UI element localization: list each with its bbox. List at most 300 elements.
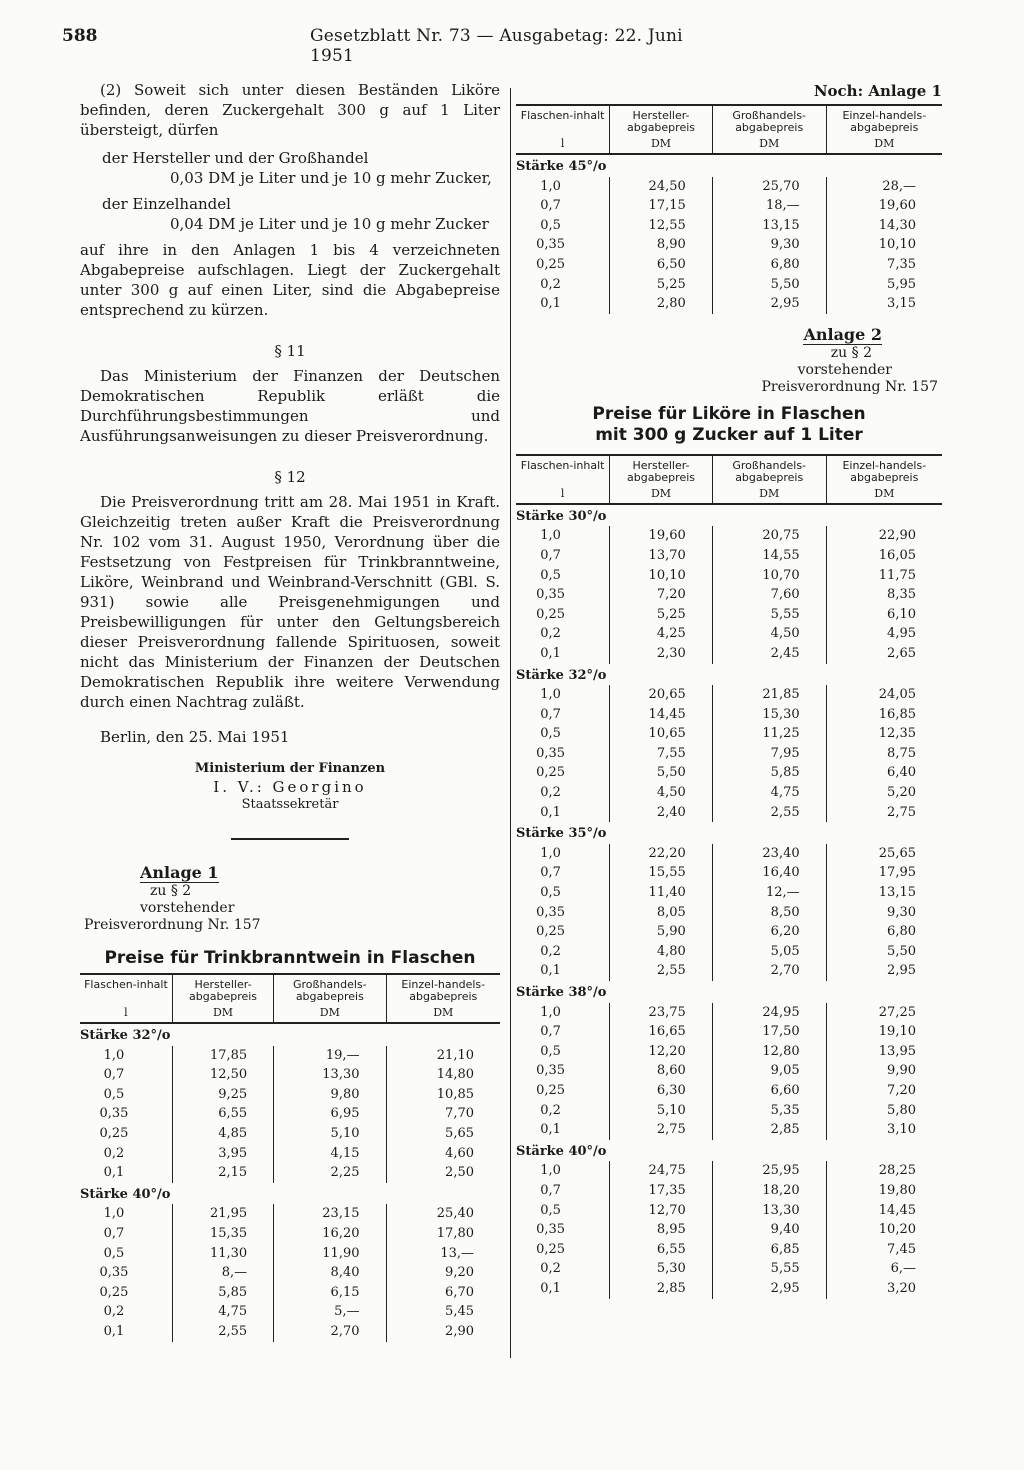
cell-retail-price: 10,85 xyxy=(386,1085,500,1105)
table-row xyxy=(80,1085,500,1105)
cell-producer-price: 24,75 xyxy=(610,1161,713,1181)
col-header-wholesale: Großhandels-abgabepreis xyxy=(712,455,826,486)
cell-producer-price: 17,35 xyxy=(610,1181,713,1201)
table-row xyxy=(516,705,942,725)
cell-producer-price: 2,15 xyxy=(172,1163,273,1183)
cell-producer-price: 12,20 xyxy=(610,1042,713,1062)
col-header-volume: Flaschen-inhalt xyxy=(516,105,610,136)
unit-wholesale: DM xyxy=(274,1005,386,1023)
cell-wholesale-price: 5,50 xyxy=(712,275,826,295)
cell-producer-price: 11,40 xyxy=(610,883,713,903)
cell-retail-price: 9,90 xyxy=(826,1061,942,1081)
cell-wholesale-price: 10,70 xyxy=(712,566,826,586)
cell-volume: 0,5 xyxy=(540,217,561,233)
table-row xyxy=(516,177,942,197)
table1-title: Preise für Trinkbranntwein in Flaschen xyxy=(104,948,476,968)
unit-retail: DM xyxy=(826,136,942,154)
cell-producer-price: 17,85 xyxy=(172,1046,273,1066)
annex2-ref2: vorstehender xyxy=(797,361,892,378)
table-row xyxy=(516,942,942,962)
unit-wholesale: DM xyxy=(712,136,826,154)
cell-producer-price: 8,60 xyxy=(610,1061,713,1081)
unit-producer: DM xyxy=(172,1005,273,1023)
annex1-ref3: Preisverordnung Nr. 157 xyxy=(84,917,261,933)
cell-retail-price: 5,50 xyxy=(826,942,942,962)
cell-producer-price: 2,55 xyxy=(172,1322,273,1342)
cell-wholesale-price: 2,45 xyxy=(712,644,826,664)
table-row xyxy=(516,863,942,883)
cell-retail-price: 8,35 xyxy=(826,585,942,605)
cell-volume: 0,2 xyxy=(103,1145,125,1161)
cell-producer-price: 7,20 xyxy=(610,585,713,605)
cell-wholesale-price: 23,40 xyxy=(712,844,826,864)
cell-producer-price: 12,50 xyxy=(172,1065,273,1085)
cell-retail-price: 22,90 xyxy=(826,526,942,546)
cell-retail-price: 6,10 xyxy=(826,605,942,625)
cell-wholesale-price: 2,95 xyxy=(712,294,826,314)
cell-volume: 0,25 xyxy=(536,1241,566,1257)
signature-title: Staatssekretär xyxy=(241,797,339,812)
cell-volume: 1,0 xyxy=(103,1206,125,1222)
para2-intro: (2) Soweit sich unter diesen Beständen Liköre befinden, deren Zuckergehalt 300 g auf 1 Liter übersteigt, dürfen xyxy=(80,81,500,139)
cell-wholesale-price: 18,20 xyxy=(712,1181,826,1201)
strength-group-label: Stärke 35°/o xyxy=(516,826,607,842)
cell-retail-price: 28,— xyxy=(826,177,942,197)
cell-wholesale-price: 15,30 xyxy=(712,705,826,725)
cell-wholesale-price: 5,05 xyxy=(712,942,826,962)
producer-label: der Hersteller und der Großhandel xyxy=(102,149,369,167)
cell-wholesale-price: 2,25 xyxy=(274,1163,386,1183)
cell-producer-price: 24,50 xyxy=(610,177,713,197)
retail-rate: 0,04 DM je Liter und je 10 g mehr Zucker xyxy=(170,215,489,233)
cell-volume: 1,0 xyxy=(540,178,561,194)
cell-retail-price: 27,25 xyxy=(826,1003,942,1023)
cell-producer-price: 2,80 xyxy=(610,294,713,314)
table-row xyxy=(516,1042,942,1062)
cell-retail-price: 7,20 xyxy=(826,1081,942,1101)
cell-producer-price: 9,25 xyxy=(172,1085,273,1105)
cell-wholesale-price: 13,15 xyxy=(712,216,826,236)
cell-volume: 0,7 xyxy=(540,547,561,563)
cell-producer-price: 8,90 xyxy=(610,235,713,255)
cell-wholesale-price: 2,70 xyxy=(274,1322,386,1342)
annex1-title: Anlage 1 xyxy=(140,863,219,882)
producer-rate: 0,03 DM je Liter und je 10 g mehr Zucker, xyxy=(170,169,492,187)
table-row xyxy=(516,1061,942,1081)
annex2-ref1: zu § 2 xyxy=(830,344,872,361)
cell-retail-price: 10,20 xyxy=(826,1220,942,1240)
table-row xyxy=(80,1065,500,1085)
cell-volume: 0,7 xyxy=(540,198,561,214)
strength-group-label: Stärke 40°/o xyxy=(80,1186,171,1202)
table3-title-line1: Preise für Liköre in Flaschen xyxy=(592,403,866,424)
cell-retail-price: 14,30 xyxy=(826,216,942,236)
cell-producer-price: 4,80 xyxy=(610,942,713,962)
cell-wholesale-price: 2,55 xyxy=(712,803,826,823)
cell-producer-price: 14,45 xyxy=(610,705,713,725)
cell-producer-price: 11,30 xyxy=(172,1244,273,1264)
cell-producer-price: 4,85 xyxy=(172,1124,273,1144)
cell-volume: 0,1 xyxy=(540,963,561,979)
cell-producer-price: 5,50 xyxy=(610,763,713,783)
table-row xyxy=(80,1144,500,1164)
cell-retail-price: 3,20 xyxy=(826,1279,942,1299)
cell-retail-price: 6,70 xyxy=(386,1283,500,1303)
cell-producer-price: 6,30 xyxy=(610,1081,713,1101)
page-header xyxy=(62,26,726,66)
table-row xyxy=(516,1022,942,1042)
col-header-wholesale: Großhandels-abgabepreis xyxy=(712,105,826,136)
cell-retail-price: 4,60 xyxy=(386,1144,500,1164)
col-header-retail: Einzel-handels-abgabepreis xyxy=(826,105,942,136)
unit-producer: DM xyxy=(610,486,713,504)
cell-wholesale-price: 5,— xyxy=(274,1302,386,1322)
table-row xyxy=(516,624,942,644)
cell-wholesale-price: 6,85 xyxy=(712,1240,826,1260)
table-row xyxy=(80,1244,500,1264)
cell-volume: 0,2 xyxy=(540,943,561,959)
cell-producer-price: 5,25 xyxy=(610,605,713,625)
cell-producer-price: 17,15 xyxy=(610,196,713,216)
cell-retail-price: 6,— xyxy=(826,1259,942,1279)
cell-retail-price: 5,20 xyxy=(826,783,942,803)
cell-wholesale-price: 24,95 xyxy=(712,1003,826,1023)
cell-volume: 0,5 xyxy=(103,1245,125,1261)
cell-retail-price: 2,90 xyxy=(386,1322,500,1342)
section-11-heading: § 11 xyxy=(274,342,306,360)
cell-retail-price: 11,75 xyxy=(826,566,942,586)
cell-producer-price: 4,50 xyxy=(610,783,713,803)
table-row xyxy=(80,1224,500,1244)
cell-wholesale-price: 6,20 xyxy=(712,922,826,942)
cell-retail-price: 28,25 xyxy=(826,1161,942,1181)
cell-wholesale-price: 18,— xyxy=(712,196,826,216)
cell-volume: 0,5 xyxy=(540,1202,561,1218)
cell-producer-price: 16,65 xyxy=(610,1022,713,1042)
para2-end: auf ihre in den Anlagen 1 bis 4 verzeichneten Abgabepreise aufschlagen. Liegt der Zuckergehalt unter 300 g auf einen Liter, sind die Abgabepreise entsprechend zu kürzen. xyxy=(80,241,500,319)
table-row xyxy=(516,526,942,546)
price-table-spirits xyxy=(80,973,500,1342)
annex2-block xyxy=(516,326,942,396)
cell-wholesale-price: 7,95 xyxy=(712,744,826,764)
cell-retail-price: 6,40 xyxy=(826,763,942,783)
cell-producer-price: 12,55 xyxy=(610,216,713,236)
price-table-liqueurs xyxy=(516,454,942,1299)
unit-volume: l xyxy=(516,136,610,154)
cell-volume: 1,0 xyxy=(540,687,561,703)
unit-volume: l xyxy=(80,1005,172,1023)
cell-retail-price: 14,80 xyxy=(386,1065,500,1085)
cell-retail-price: 13,95 xyxy=(826,1042,942,1062)
cell-retail-price: 25,65 xyxy=(826,844,942,864)
cell-retail-price: 4,95 xyxy=(826,624,942,644)
unit-producer: DM xyxy=(610,136,713,154)
cell-volume: 0,7 xyxy=(540,706,561,722)
noch-annex1-title: Noch: Anlage 1 xyxy=(813,82,942,100)
cell-volume: 0,7 xyxy=(540,1182,561,1198)
cell-volume: 0,35 xyxy=(536,904,566,920)
cell-producer-price: 20,65 xyxy=(610,685,713,705)
cell-retail-price: 7,45 xyxy=(826,1240,942,1260)
cell-volume: 0,5 xyxy=(540,885,561,901)
strength-group-label: Stärke 32°/o xyxy=(80,1028,171,1043)
cell-retail-price: 17,80 xyxy=(386,1224,500,1244)
cell-wholesale-price: 25,95 xyxy=(712,1161,826,1181)
cell-retail-price: 3,15 xyxy=(826,294,942,314)
section-12-heading: § 12 xyxy=(274,468,306,486)
cell-volume: 0,2 xyxy=(540,1261,561,1277)
cell-producer-price: 3,95 xyxy=(172,1144,273,1164)
cell-wholesale-price: 8,50 xyxy=(712,903,826,923)
cell-producer-price: 2,75 xyxy=(610,1120,713,1140)
place-date: Berlin, den 25. Mai 1951 xyxy=(100,728,290,746)
table-row xyxy=(516,1101,942,1121)
cell-retail-price: 10,10 xyxy=(826,235,942,255)
table-row xyxy=(516,1220,942,1240)
table-row xyxy=(516,1081,942,1101)
cell-producer-price: 8,— xyxy=(172,1263,273,1283)
cell-volume: 0,2 xyxy=(540,626,561,642)
table-row xyxy=(516,1003,942,1023)
cell-retail-price: 2,95 xyxy=(826,961,942,981)
table-row xyxy=(516,566,942,586)
cell-volume: 0,2 xyxy=(540,1102,561,1118)
table-row xyxy=(80,1302,500,1322)
table-row xyxy=(80,1163,500,1183)
section-12-text: Die Preisverordnung tritt am 28. Mai 1951 in Kraft. Gleichzeitig treten außer Kraft die Preisverordnung Nr. 102 vom 31. August 1950, Verordnung über die Festsetzung von Festpreisen für Trinkbranntweine, Liköre, Weinbrand und Weinbrand-Verschnitt (GBl. S. 931) sowie alle Preisgenehmigungen und Preisbewilligungen für unter den Geltungsbereich dieser Preisverordnung fallende Spirituosen, soweit nicht das Ministerium der Finanzen der Deutschen Demokratischen Republik ihre weitere Verwendung durch einen Nachtrag zuläßt. xyxy=(80,493,500,711)
cell-wholesale-price: 12,— xyxy=(712,883,826,903)
table-row xyxy=(516,585,942,605)
cell-wholesale-price: 11,25 xyxy=(712,724,826,744)
cell-producer-price: 8,95 xyxy=(610,1220,713,1240)
cell-producer-price: 13,70 xyxy=(610,546,713,566)
table-row xyxy=(80,1046,500,1066)
cell-wholesale-price: 14,55 xyxy=(712,546,826,566)
cell-volume: 0,1 xyxy=(540,804,561,820)
cell-wholesale-price: 5,10 xyxy=(274,1124,386,1144)
annex1-ref2: vorstehender xyxy=(140,900,235,916)
cell-producer-price: 15,55 xyxy=(610,863,713,883)
left-column xyxy=(80,80,500,1342)
cell-volume: 0,5 xyxy=(540,567,561,583)
cell-producer-price: 23,75 xyxy=(610,1003,713,1023)
table3-title-line2: mit 300 g Zucker auf 1 Liter xyxy=(595,424,863,445)
cell-wholesale-price: 21,85 xyxy=(712,685,826,705)
cell-volume: 1,0 xyxy=(540,1163,561,1179)
cell-retail-price: 5,45 xyxy=(386,1302,500,1322)
table-row xyxy=(80,1204,500,1224)
table-row xyxy=(516,546,942,566)
strength-group-label: Stärke 40°/o xyxy=(516,1143,607,1159)
right-column xyxy=(516,80,942,1299)
cell-wholesale-price: 6,95 xyxy=(274,1104,386,1124)
table-row xyxy=(80,1124,500,1144)
table-row xyxy=(516,883,942,903)
cell-producer-price: 6,55 xyxy=(610,1240,713,1260)
cell-volume: 0,35 xyxy=(536,1063,566,1079)
cell-volume: 0,25 xyxy=(536,765,566,781)
table-row xyxy=(516,1161,942,1181)
table-row xyxy=(516,803,942,823)
annex2-ref3: Preisverordnung Nr. 157 xyxy=(761,378,938,395)
cell-wholesale-price: 2,95 xyxy=(712,1279,826,1299)
table-row xyxy=(516,1259,942,1279)
cell-producer-price: 2,30 xyxy=(610,644,713,664)
cell-producer-price: 6,50 xyxy=(610,255,713,275)
cell-wholesale-price: 2,85 xyxy=(712,1120,826,1140)
table-row xyxy=(516,783,942,803)
cell-volume: 0,1 xyxy=(540,1280,561,1296)
table-row xyxy=(516,1279,942,1299)
cell-retail-price: 5,65 xyxy=(386,1124,500,1144)
cell-retail-price: 19,80 xyxy=(826,1181,942,1201)
retail-label: der Einzelhandel xyxy=(102,195,231,213)
cell-retail-price: 2,65 xyxy=(826,644,942,664)
cell-retail-price: 6,80 xyxy=(826,922,942,942)
table-row xyxy=(516,744,942,764)
cell-retail-price: 7,35 xyxy=(826,255,942,275)
cell-wholesale-price: 17,50 xyxy=(712,1022,826,1042)
col-header-retail: Einzel-handels-abgabepreis xyxy=(386,974,500,1005)
cell-producer-price: 5,90 xyxy=(610,922,713,942)
table-row xyxy=(516,255,942,275)
cell-retail-price: 16,05 xyxy=(826,546,942,566)
strength-group-label: Stärke 38°/o xyxy=(516,985,607,1000)
cell-volume: 0,35 xyxy=(536,745,566,761)
cell-producer-price: 8,05 xyxy=(610,903,713,923)
cell-retail-price: 21,10 xyxy=(386,1046,500,1066)
table-row xyxy=(516,644,942,664)
cell-retail-price: 5,80 xyxy=(826,1101,942,1121)
cell-retail-price: 17,95 xyxy=(826,863,942,883)
table-row xyxy=(516,235,942,255)
cell-wholesale-price: 6,80 xyxy=(712,255,826,275)
cell-volume: 0,35 xyxy=(536,237,566,253)
cell-retail-price: 25,40 xyxy=(386,1204,500,1224)
cell-producer-price: 10,10 xyxy=(610,566,713,586)
cell-wholesale-price: 16,20 xyxy=(274,1224,386,1244)
cell-producer-price: 22,20 xyxy=(610,844,713,864)
cell-retail-price: 3,10 xyxy=(826,1120,942,1140)
page-number: 588 xyxy=(62,26,98,46)
cell-volume: 0,7 xyxy=(103,1067,125,1083)
unit-retail: DM xyxy=(826,486,942,504)
table-row xyxy=(516,903,942,923)
cell-wholesale-price: 2,70 xyxy=(712,961,826,981)
table-row xyxy=(516,685,942,705)
col-header-volume: Flaschen-inhalt xyxy=(516,455,610,486)
cell-volume: 0,25 xyxy=(99,1125,129,1141)
cell-wholesale-price: 19,— xyxy=(274,1046,386,1066)
cell-producer-price: 5,30 xyxy=(610,1259,713,1279)
cell-volume: 0,5 xyxy=(540,726,561,742)
cell-wholesale-price: 6,15 xyxy=(274,1283,386,1303)
cell-volume: 0,35 xyxy=(536,1222,566,1238)
cell-retail-price: 12,35 xyxy=(826,724,942,744)
strength-group-label: Stärke 30°/o xyxy=(516,508,607,524)
cell-producer-price: 21,95 xyxy=(172,1204,273,1224)
cell-volume: 0,25 xyxy=(536,606,566,622)
col-header-producer: Hersteller-abgabepreis xyxy=(610,455,713,486)
cell-wholesale-price: 6,60 xyxy=(712,1081,826,1101)
cell-retail-price: 24,05 xyxy=(826,685,942,705)
cell-retail-price: 5,95 xyxy=(826,275,942,295)
cell-producer-price: 5,25 xyxy=(610,275,713,295)
table-row xyxy=(516,724,942,744)
table-row xyxy=(516,1201,942,1221)
cell-volume: 0,5 xyxy=(540,1043,561,1059)
cell-volume: 0,25 xyxy=(536,1082,566,1098)
cell-producer-price: 19,60 xyxy=(610,526,713,546)
table-row xyxy=(516,605,942,625)
table-row xyxy=(516,275,942,295)
annex1-block xyxy=(80,864,500,934)
cell-producer-price: 7,55 xyxy=(610,744,713,764)
cell-retail-price: 13,15 xyxy=(826,883,942,903)
cell-volume: 0,2 xyxy=(540,785,561,801)
cell-volume: 0,7 xyxy=(540,865,561,881)
table-row xyxy=(516,1181,942,1201)
cell-producer-price: 10,65 xyxy=(610,724,713,744)
strength-group-label: Stärke 45°/o xyxy=(516,159,607,174)
cell-producer-price: 4,25 xyxy=(610,624,713,644)
table-row xyxy=(80,1263,500,1283)
col-header-volume: Flaschen-inhalt xyxy=(80,974,172,1005)
cell-volume: 0,1 xyxy=(540,296,561,312)
table-row xyxy=(516,1120,942,1140)
cell-wholesale-price: 9,30 xyxy=(712,235,826,255)
annex2-title: Anlage 2 xyxy=(803,324,882,344)
cell-volume: 0,25 xyxy=(536,256,566,272)
cell-volume: 1,0 xyxy=(540,845,561,861)
section-rule xyxy=(231,838,349,840)
cell-volume: 0,35 xyxy=(99,1106,129,1122)
cell-retail-price: 2,50 xyxy=(386,1163,500,1183)
signature-name: I. V.: Georgino xyxy=(213,778,367,796)
price-table-spirits-cont xyxy=(516,104,942,314)
cell-retail-price: 16,85 xyxy=(826,705,942,725)
cell-volume: 0,2 xyxy=(103,1304,125,1320)
col-header-wholesale: Großhandels-abgabepreis xyxy=(274,974,386,1005)
cell-wholesale-price: 5,85 xyxy=(712,763,826,783)
cell-wholesale-price: 16,40 xyxy=(712,863,826,883)
cell-volume: 0,7 xyxy=(103,1225,125,1241)
cell-wholesale-price: 7,60 xyxy=(712,585,826,605)
cell-producer-price: 5,85 xyxy=(172,1283,273,1303)
cell-wholesale-price: 12,80 xyxy=(712,1042,826,1062)
cell-volume: 0,1 xyxy=(103,1323,125,1339)
cell-wholesale-price: 5,55 xyxy=(712,1259,826,1279)
cell-retail-price: 7,70 xyxy=(386,1104,500,1124)
cell-wholesale-price: 11,90 xyxy=(274,1244,386,1264)
cell-wholesale-price: 9,05 xyxy=(712,1061,826,1081)
col-header-producer: Hersteller-abgabepreis xyxy=(610,105,713,136)
cell-wholesale-price: 20,75 xyxy=(712,526,826,546)
cell-wholesale-price: 25,70 xyxy=(712,177,826,197)
table-row xyxy=(516,1240,942,1260)
cell-wholesale-price: 4,75 xyxy=(712,783,826,803)
cell-retail-price: 9,20 xyxy=(386,1263,500,1283)
table-row xyxy=(516,196,942,216)
cell-producer-price: 2,40 xyxy=(610,803,713,823)
cell-producer-price: 5,10 xyxy=(610,1101,713,1121)
cell-wholesale-price: 23,15 xyxy=(274,1204,386,1224)
running-head: Gesetzblatt Nr. 73 — Ausgabetag: 22. Juni 1951 xyxy=(310,26,683,66)
table-row xyxy=(80,1322,500,1342)
cell-wholesale-price: 4,15 xyxy=(274,1144,386,1164)
cell-wholesale-price: 5,55 xyxy=(712,605,826,625)
cell-producer-price: 4,75 xyxy=(172,1302,273,1322)
